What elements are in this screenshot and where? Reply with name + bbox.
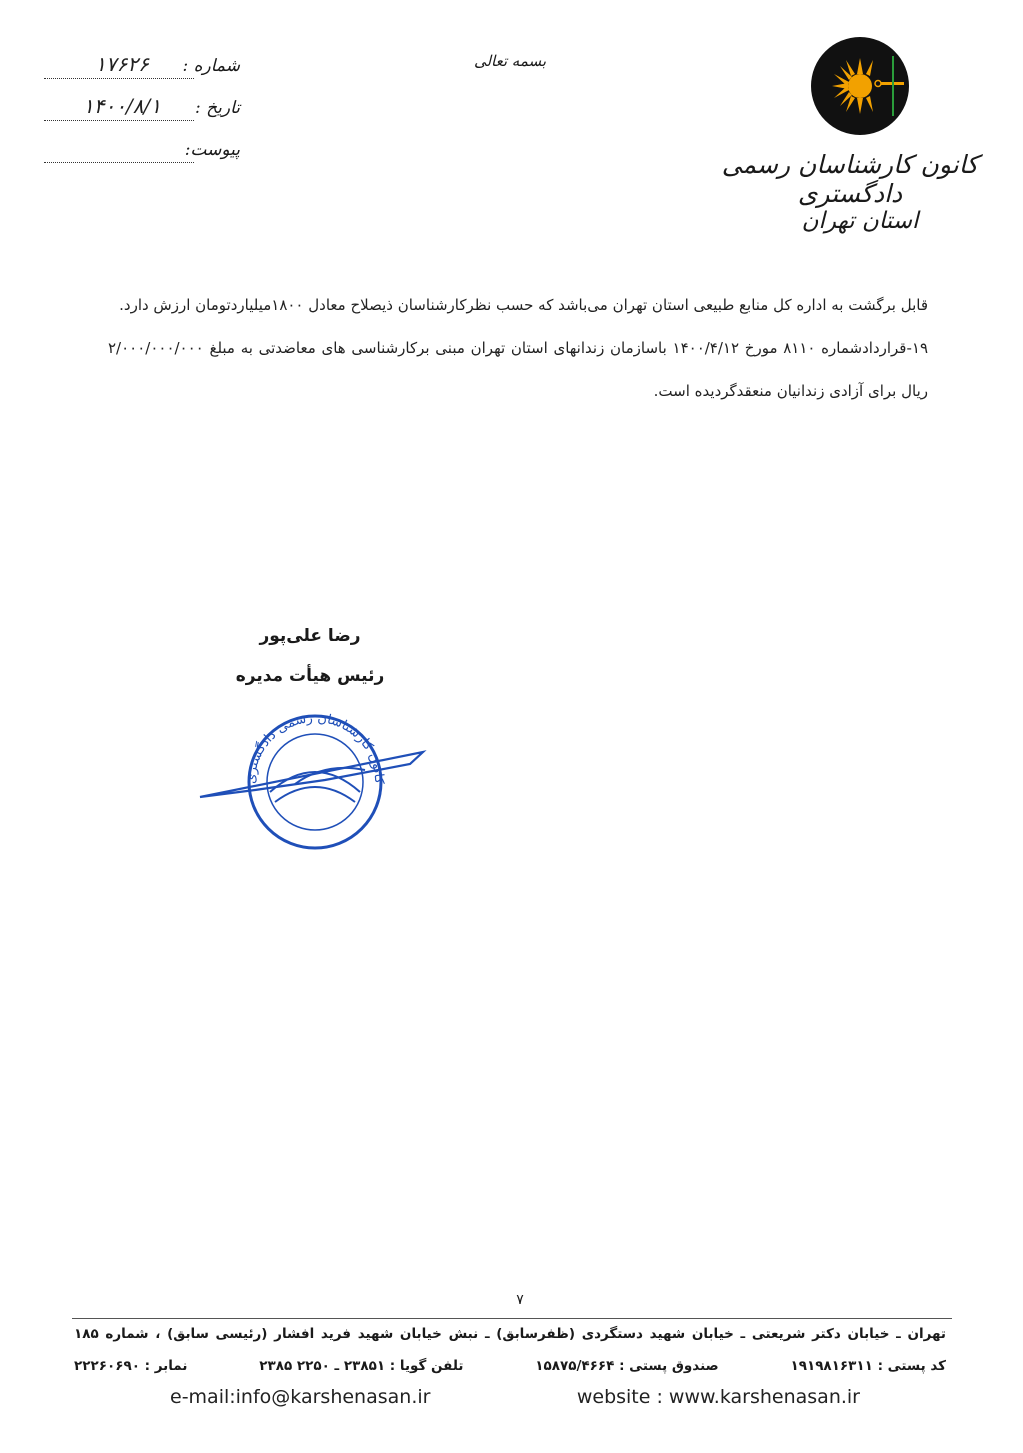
stamp-text: کانون کارشناسان رسمی دادگستری bbox=[243, 710, 387, 785]
footer-fax: نمابر : ۲۲۲۶۰۶۹۰ bbox=[74, 1358, 188, 1374]
body-paragraph: ۱۹-قراردادشماره ۸۱۱۰ مورخ ۱۴۰۰/۴/۱۲ باسازمان زندانهای استان تهران مبنی برکارشناسی های معاضدتی به مبلغ ۲/۰۰۰/۰۰۰/۰۰۰ ریال برای آزادی زندانیان منعقدگردیده است. bbox=[108, 339, 929, 400]
meta-attachment-row bbox=[44, 136, 244, 178]
official-stamp-icon bbox=[195, 692, 435, 852]
meta-dotted-line bbox=[44, 78, 194, 79]
meta-number-label: شماره : bbox=[182, 56, 240, 76]
footer-email[interactable]: e-mail:info@karshenasan.ir bbox=[170, 1386, 431, 1408]
meta-dotted-line bbox=[44, 120, 194, 121]
signatory-name: رضا علی‌پور bbox=[259, 626, 361, 646]
page-number: ۷ bbox=[516, 1292, 524, 1308]
organization-city: استان تهران bbox=[801, 208, 919, 234]
meta-number-row bbox=[44, 52, 244, 94]
footer-po-box: صندوق پستی : ۱۵۸۷۵/۴۶۶۴ bbox=[535, 1358, 719, 1374]
footer-website[interactable]: website : www.karshenasan.ir bbox=[576, 1386, 860, 1408]
footer-contacts bbox=[74, 1358, 946, 1374]
organization-name: کانون کارشناسان رسمی دادگستری bbox=[721, 150, 979, 208]
meta-date-value: ۱۴۰۰/۸/۱ bbox=[83, 94, 161, 118]
footer-postal-code: کد پستی : ۱۹۱۹۸۱۶۳۱۱ bbox=[790, 1358, 946, 1374]
sun-emblem-icon bbox=[810, 36, 910, 136]
footer-divider bbox=[72, 1318, 952, 1319]
bismillah-heading: بسمه تعالی bbox=[473, 52, 547, 70]
meta-number-value: ۱۷۶۲۶ bbox=[95, 52, 149, 76]
meta-date-row bbox=[44, 94, 244, 136]
letter-body bbox=[108, 284, 928, 413]
footer-web bbox=[170, 1386, 860, 1408]
meta-dotted-line bbox=[44, 162, 194, 163]
meta-attachment-label: پیوست: bbox=[184, 140, 240, 160]
body-paragraph: قابل برگشت به اداره کل منابع طبیعی استان تهران می‌باشد که حسب نظرکارشناسان ذیصلاح معادل ۱۸۰۰میلیاردتومان ارزش دارد. bbox=[119, 296, 928, 314]
footer-phone: تلفن گویا : ۲۳۸۵۱ ـ ۲۲۵۰ ۲۳۸۵ bbox=[259, 1358, 464, 1374]
letter-meta bbox=[44, 52, 244, 178]
footer-address: تهران ـ خیابان دکتر شریعتی ـ خیابان شهید دستگردی (ظفرسابق) ـ نبش خیابان شهید فرید افشار (رئیسی سابق) ، شماره ۱۸۵ bbox=[74, 1326, 946, 1342]
meta-date-label: تاریخ : bbox=[195, 98, 240, 118]
signatory-title: رئیس هیأت مدیره bbox=[235, 666, 385, 686]
